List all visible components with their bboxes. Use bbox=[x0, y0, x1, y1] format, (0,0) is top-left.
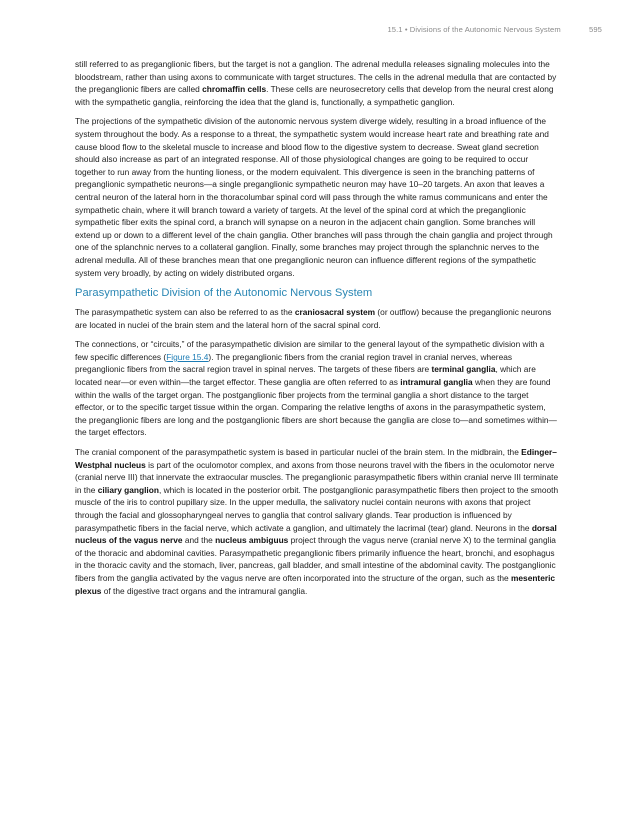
paragraph-parasympathetic-circuits bbox=[75, 338, 559, 439]
text-span: The parasympathetic system can also be referred to as the bbox=[75, 307, 295, 318]
text-span: ). The preganglionic fibers from the cranial region travel in cranial nerves, whereas preganglionic fibers from the sacral region travel in spinal nerves. The targets of these fibers are bbox=[75, 351, 513, 375]
text-span: still referred to as preganglionic fibers, but the target is not a ganglion. The adrenal medulla releases signaling molecules into the bloodstream, rather than using axons to communicate with target structures. The cells in the adrenal medulla that are contacted by the preganglionic fibers are called bbox=[75, 59, 557, 95]
paragraph-cranial-component bbox=[75, 446, 559, 597]
text-span: is part of the oculomotor complex, and axons from those neurons travel with the fibers in the oculomotor nerve (cranial nerve III) that innervate the extraocular muscles. The preganglionic parasympathetic fibers within cranial nerve III terminate in the bbox=[75, 459, 559, 495]
page-number: 595 bbox=[589, 25, 602, 34]
term-mesenteric-plexus: mesenteric plexus bbox=[75, 572, 556, 596]
paragraph-sympathetic-divergence bbox=[75, 115, 559, 279]
text-span: when they are found within the walls of the target organ. The postganglionic fiber projects from the terminal ganglia a short distance to the target effector, or to the specific target tissue within the organ. Comparing the relative lengths of axons in the parasympathetic system, the preganglionic fibers are long and the postganglionic fibers are short because the ganglia are close to—and sometimes within—the target effectors. bbox=[75, 377, 557, 438]
term-dorsal-nucleus-vagus: dorsal nucleus of the vagus nerve bbox=[75, 522, 557, 546]
text-span: project through the vagus nerve (cranial nerve X) to the terminal ganglia of the thoracic and abdominal cavities. Parasympathetic preganglionic fibers primarily influence the heart, bronchi, and esophagus in the thoracic cavity and the stomach, liver, pancreas, gall bladder, and small intestine of the abdominal cavity. The postganglionic fibers from the ganglia activated by the vagus nerve are often incorporated into the structure of the organ, such as the bbox=[75, 535, 556, 583]
page-body bbox=[75, 58, 559, 604]
text-span: The cranial component of the parasympathetic system is based in particular nuclei of the brain stem. In the midbrain, the bbox=[75, 447, 522, 458]
term-craniosacral-system: craniosacral system bbox=[294, 307, 376, 318]
text-span: , which is located in the posterior orbit. The postganglionic parasympathetic fibers then project to the smooth muscle of the iris to control pupillary size. In the upper medulla, the salivatory nuclei contain neurons with axons that project through the facial and glossopharyngeal nerves to ganglia that control salivary glands. Tear production is influenced by parasympathetic fibers in the facial nerve, which activate a ganglion, and ultimately the lacrimal (tear) gland. Neurons in the bbox=[75, 484, 559, 533]
section-heading: Parasympathetic Division of the Autonomic Nervous System bbox=[75, 287, 373, 300]
paragraph-craniosacral bbox=[75, 306, 559, 331]
term-ciliary-ganglion: ciliary ganglion bbox=[97, 484, 159, 495]
term-edinger-westphal-nucleus: Edinger–Westphal nucleus bbox=[75, 447, 557, 470]
term-nucleus-ambiguus: nucleus ambiguus bbox=[215, 535, 289, 546]
text-span: , which are located near—or even within—the target effector. These ganglia are often referred to as bbox=[75, 364, 536, 388]
text-span: (or outflow) because the preganglionic neurons are located in nuclei of the brain stem and the lateral horn of the sacral spinal cord. bbox=[75, 307, 552, 330]
text-span: The connections, or “circuits,” of the parasympathetic division are similar to the general layout of the sympathetic division with a few specific differences ( bbox=[75, 339, 545, 362]
text-span: The projections of the sympathetic division of the autonomic nervous system diverge widely, resulting in a broad influence of the system throughout the body. As a response to a threat, the sympathetic system would increase heart rate and breathing rate and cause blood flow to the skeletal muscle to increase and blood flow to the digestive system to decrease. Sweat gland secretion should also increase as part of an integrated response. All of those physiological changes are going to be required to occur together to run away from the hunting lioness, or the modern equivalent. This divergence is seen in the branching patterns of preganglionic sympathetic neurons—a single preganglionic sympathetic neuron may have 10–20 targets. An axon that leaves a central neuron of the lateral horn in the thoracolumbar spinal cord will pass through the white ramus communicans and enter the sympathetic chain, where it will branch toward a variety of targets. At the level of the spinal cord at which the preganglionic sympathetic fiber exits the spinal cord, a branch will synapse on a neuron in the adjacent chain ganglion. Some branches will extend up or down to a different level of the chain ganglia. Other branches will pass through the chain ganglia and project through one of the splanchnic nerves to a collateral ganglion. Finally, some branches may project through the splanchnic nerves to the adrenal medulla. All of these branches mean that one preganglionic neuron can influence different regions of the sympathetic system very broadly, by acting on widely distributed organs. bbox=[75, 116, 553, 278]
paragraph-adrenal-medulla bbox=[75, 58, 559, 108]
text-span: of the digestive tract organs and the intramural ganglia. bbox=[101, 585, 308, 596]
term-terminal-ganglia: terminal ganglia bbox=[431, 364, 496, 375]
term-chromaffin-cells: chromaffin cells bbox=[202, 84, 267, 95]
text-span: and the bbox=[182, 535, 216, 546]
running-header-section: 15.1 • Divisions of the Autonomic Nervous System bbox=[387, 25, 561, 34]
figure-link[interactable]: Figure 15.4 bbox=[166, 351, 209, 362]
running-header bbox=[387, 25, 602, 34]
text-span: . These cells are neurosecretory cells that develop from the neural crest along with the sympathetic ganglia, reinforcing the idea that the gland is, functionally, a sympathetic ganglion. bbox=[75, 84, 554, 107]
term-intramural-ganglia: intramural ganglia bbox=[400, 377, 473, 388]
